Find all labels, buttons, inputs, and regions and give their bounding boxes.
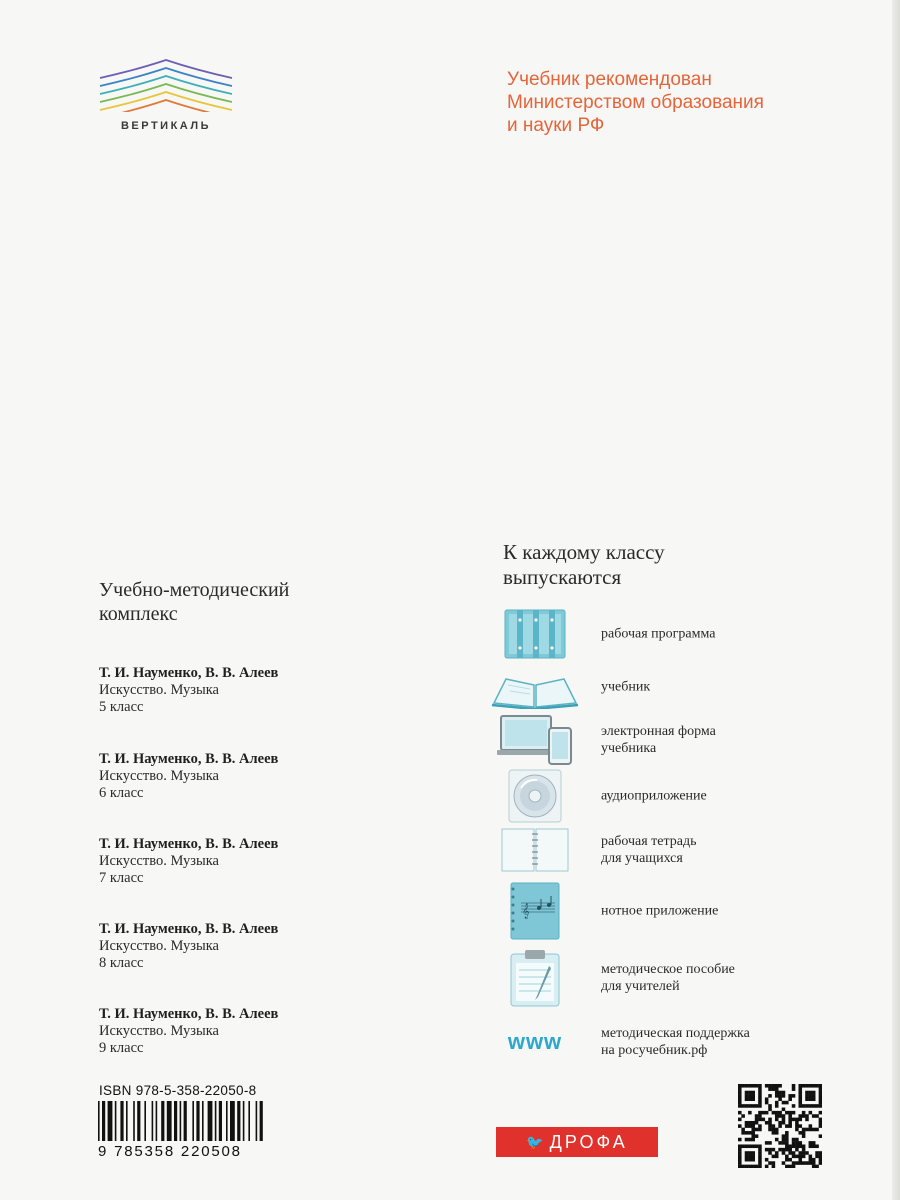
book-author: Т. И. Науменко, В. В. Алеев [99,751,279,767]
issued-item-label [601,679,650,696]
label-line: аудиоприложение [601,788,707,804]
label-line: для учителей [601,979,680,994]
svg-text:𝄞: 𝄞 [522,904,530,919]
issued-item-e-form [490,710,850,770]
notebook-icon [490,820,580,880]
book-author: Т. И. Науменко, В. В. Алеев [99,1006,279,1022]
barcode-digits: 9 785358 220508 [98,1143,242,1160]
book-subject: Искусство. Музыка [99,768,219,784]
page-edge [892,0,900,1200]
www-icon [490,1012,580,1072]
book-author: Т. И. Науменко, В. В. Алеев [99,921,279,937]
recommendation-line: Учебник рекомендован [507,69,712,90]
issued-item-workbook [490,820,850,880]
devices-icon [490,710,580,770]
qr-code [738,1084,822,1168]
umk-title [99,578,429,626]
clipboard-icon [490,948,580,1008]
issued-item-label [601,723,716,757]
isbn-text: ISBN 978-5-358-22050-8 [99,1083,257,1098]
book-grade: 9 класс [99,1040,144,1056]
issued-title-line: К каждому классу [503,540,665,564]
label-line: рабочая программа [601,626,716,642]
book-subject: Искусство. Музыка [99,682,219,698]
label-line: учебник [601,679,651,695]
issued-item-work-program [490,604,850,664]
issued-item-audio [490,766,850,826]
binder-icon [490,604,580,664]
label-line: электронная форма [601,724,716,739]
issued-item-sheet-music [490,881,850,941]
issued-item-online-support [490,1012,850,1072]
publisher-logo [496,1127,658,1157]
barcode [98,1101,310,1147]
recommendation-text [507,68,837,137]
book-author: Т. И. Науменко, В. В. Алеев [99,665,279,681]
issued-item-label [601,626,715,643]
book-grade: 7 класс [99,870,144,886]
issued-item-label [601,833,697,867]
issued-item-teacher-guide [490,948,850,1008]
issued-item-label [601,788,707,805]
book-grade: 5 класс [99,699,144,715]
issued-item-label [601,903,718,920]
recommendation-line: Министерством образования [507,92,764,113]
book-subject: Искусство. Музыка [99,853,219,869]
book-grade: 8 класс [99,955,144,971]
www-icon-text: www [507,1029,563,1054]
label-line: рабочая тетрадь [601,834,697,849]
book-author: Т. И. Науменко, В. В. Алеев [99,836,279,852]
label-line: учебника [601,741,657,756]
book-entry [99,751,439,802]
logo-text: ВЕРТИКАЛЬ [120,120,211,132]
umk-title-line: Учебно-методический [99,579,290,601]
label-line: методическое пособие [601,962,735,977]
publisher-name: ДРОФА [549,1131,628,1152]
label-line: для учащихся [601,851,683,866]
label-line: на росучебник.рф [601,1043,708,1058]
book-subject: Искусство. Музыка [99,938,219,954]
book-entry [99,836,439,887]
cd-icon [490,766,580,826]
umk-title-line: комплекс [99,603,178,625]
issued-item-textbook [490,657,850,717]
book-grade: 6 класс [99,785,144,801]
book-entry [99,665,439,716]
issued-item-label [601,961,735,995]
open-book-icon [490,657,580,717]
issued-title-line: выпускаются [503,565,622,589]
book-entry [99,1006,439,1057]
book-subject: Искусство. Музыка [99,1023,219,1039]
book-entry [99,921,439,972]
label-line: нотное приложение [601,903,719,919]
label-line: методическая поддержка [601,1026,750,1041]
sheet-music-icon [490,881,580,941]
issued-item-label [601,1025,750,1059]
issued-title [503,540,843,590]
recommendation-line: и науки РФ [507,115,605,136]
publisher-bird-icon: 🐦 [526,1133,544,1150]
vertikal-logo [96,52,236,142]
logo-stripe [100,92,232,110]
